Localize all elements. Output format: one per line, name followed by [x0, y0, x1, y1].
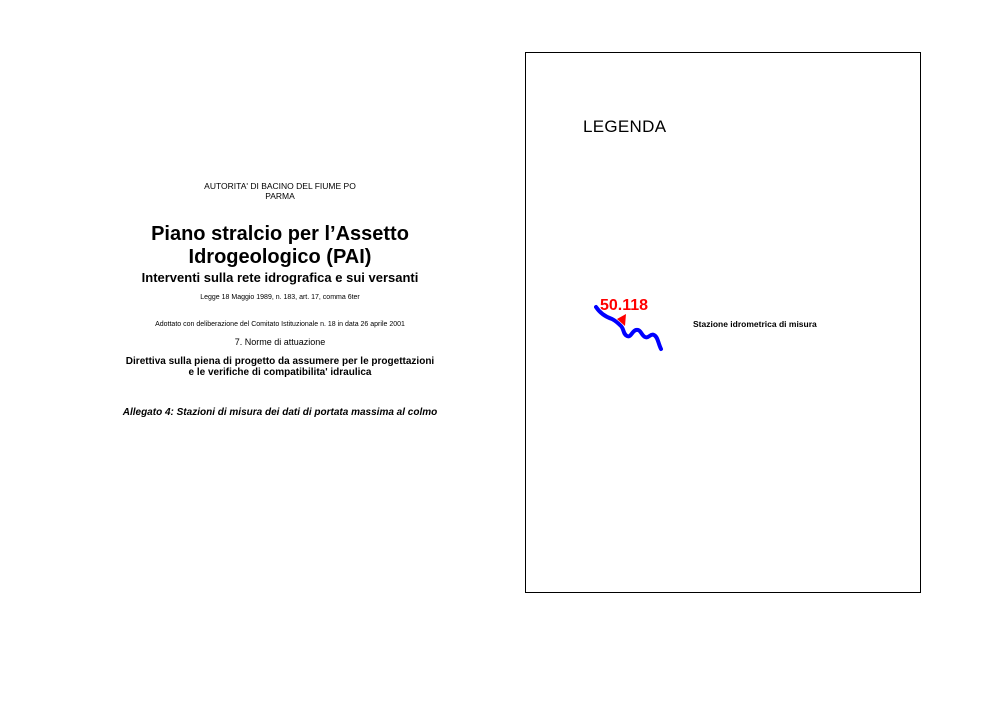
adoption-reference: Adottato con deliberazione del Comitato Istituzionale n. 18 in data 26 aprile 2001: [155, 321, 405, 328]
authority-city: PARMA: [265, 191, 295, 201]
section-title: 7. Norme di attuazione: [234, 337, 326, 347]
station-code: 50.118: [600, 297, 649, 314]
law-reference: Legge 18 Maggio 1989, n. 183, art. 17, comma 6ter: [200, 294, 360, 301]
main-title-line-2: Idrogeologico (PAI): [188, 246, 372, 268]
annex-title: Allegato 4: Stazioni di misura dei dati di portata massima al colmo: [122, 407, 438, 418]
subtitle: Interventi sulla rete idrografica e sui versanti: [141, 270, 419, 285]
main-title-line-1: Piano stralcio per l’Assetto: [151, 223, 409, 245]
authority-name: AUTORITA' DI BACINO DEL FIUME PO: [204, 181, 356, 191]
directive-title: [60, 356, 500, 378]
legend-title: LEGENDA: [583, 117, 667, 136]
legend-panel: [525, 52, 921, 593]
main-title: [60, 223, 500, 269]
directive-line-2: e le verifiche di compatibilita' idraulica: [188, 367, 372, 378]
directive-line-1: Direttiva sulla piena di progetto da assumere per le progettazioni: [125, 356, 435, 367]
authority-header: [60, 181, 500, 201]
station-label: Stazione idrometrica di misura: [693, 319, 817, 329]
